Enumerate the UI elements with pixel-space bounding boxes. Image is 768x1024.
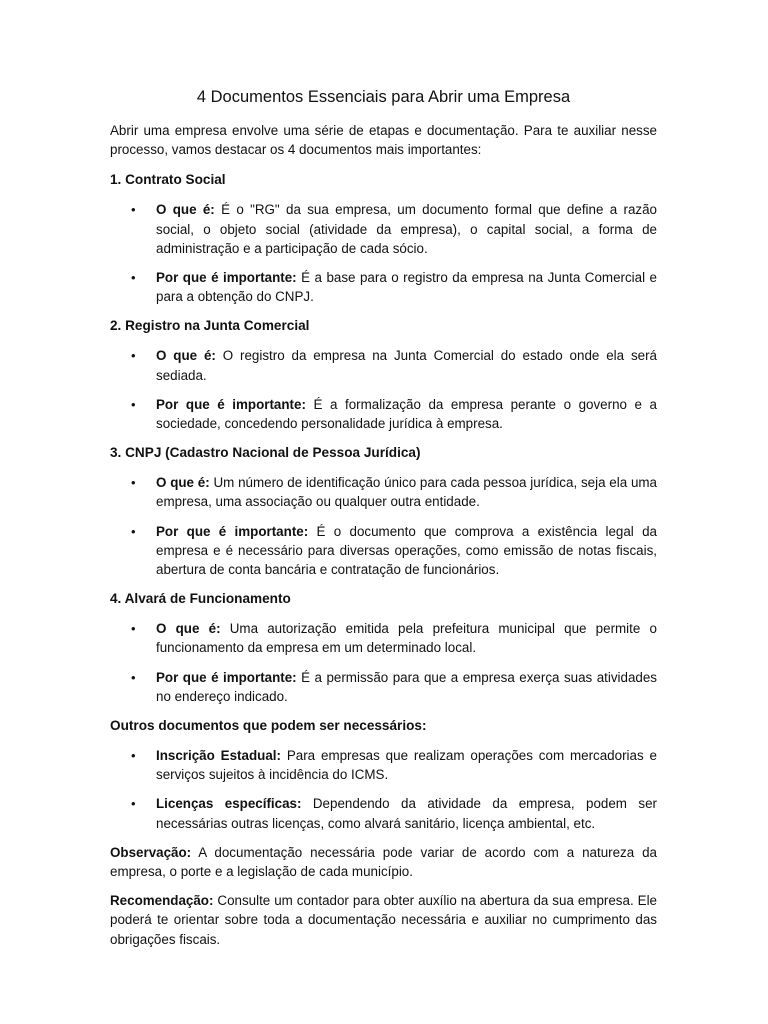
item-text: É a base para o registro da empresa na Junta Comercial e para a obtenção do CNPJ. <box>156 270 658 305</box>
recommendation-paragraph <box>110 891 657 949</box>
recommendation-text: Consulte um contador para obter auxílio na abertura da sua empresa. Ele poderá te orientar sobre toda a documentação necessária e auxiliar no cumprimento das obrigações fiscais. <box>110 893 657 947</box>
sections-container <box>110 170 657 832</box>
list-item <box>110 200 657 258</box>
item-label: Por que é importante: <box>156 523 309 539</box>
section-heading: 3. CNPJ (Cadastro Nacional de Pessoa Jurídica) <box>110 445 421 461</box>
item-label: O que é: <box>156 475 210 491</box>
item-text: Para empresas que realizam operações com mercadorias e serviços sujeitos à incidência do ICMS. <box>156 748 657 783</box>
item-label: Inscrição Estadual: <box>156 748 281 764</box>
item-text: Um número de identificação único para cada pessoa jurídica, seja ela uma empresa, uma associação ou qualquer outra entidade. <box>156 475 657 510</box>
bullet-list <box>110 346 657 433</box>
bullet-icon: • <box>131 396 136 412</box>
intro-paragraph: Abrir uma empresa envolve uma série de etapas e documentação. Para te auxiliar nesse processo, vamos destacar os 4 documentos mais importantes: <box>110 123 657 158</box>
list-item <box>110 522 657 580</box>
item-label: O que é: <box>156 621 221 637</box>
bullet-icon: • <box>131 202 136 218</box>
item-label: Por que é importante: <box>156 669 297 685</box>
bullet-icon: • <box>131 475 136 491</box>
observation-paragraph <box>110 843 657 881</box>
item-text: É o documento que comprova a existência legal da empresa e é necessário para diversas operações, como emissão de notas fiscais, abertura de conta bancária e contratação de funcionários. <box>156 523 657 578</box>
list-item <box>110 268 657 306</box>
document-title: 4 Documentos Essenciais para Abrir uma Empresa <box>196 88 571 106</box>
item-text: É a permissão para que a empresa exerça suas atividades no endereço indicado. <box>156 669 658 704</box>
section-heading: Outros documentos que podem ser necessários: <box>110 718 427 734</box>
section-heading: 4. Alvará de Funcionamento <box>110 591 291 607</box>
observation-label: Observação: <box>110 844 192 860</box>
bullet-icon: • <box>131 748 136 764</box>
list-item <box>110 346 657 384</box>
section-heading: 2. Registro na Junta Comercial <box>110 318 310 334</box>
item-text: É o "RG" da sua empresa, um documento formal que define a razão social, o objeto social (atividade da empresa), o capital social, a forma de administração e a participação de cada sócio. <box>156 202 657 256</box>
bullet-list <box>110 473 657 579</box>
item-text: O registro da empresa na Junta Comercial do estado onde ela será sediada. <box>156 348 657 383</box>
list-item <box>110 395 657 433</box>
list-item <box>110 668 657 706</box>
bullet-icon: • <box>131 669 136 685</box>
bullet-icon: • <box>131 270 136 286</box>
bullet-icon: • <box>131 796 136 812</box>
section-heading: 1. Contrato Social <box>110 172 226 188</box>
observation-text: A documentação necessária pode variar de acordo com a natureza da empresa, o porte e a legislação de cada município. <box>110 844 657 880</box>
item-label: Licenças específicas: <box>156 796 302 812</box>
bullet-icon: • <box>131 523 136 539</box>
bullet-list <box>110 200 657 306</box>
item-label: Por que é importante: <box>156 396 306 412</box>
item-text: É a formalização da empresa perante o governo e a sociedade, concedendo personalidade jurídica à empresa. <box>156 396 657 432</box>
bullet-list <box>110 746 657 833</box>
item-label: O que é: <box>156 348 216 364</box>
list-item <box>110 746 657 784</box>
bullet-list <box>110 619 657 706</box>
bullet-icon: • <box>131 348 136 364</box>
list-item <box>110 619 657 657</box>
list-item <box>110 473 657 511</box>
bullet-icon: • <box>131 621 136 637</box>
item-text: Dependendo da atividade da empresa, podem ser necessárias outras licenças, como alvará sanitário, licença ambiental, etc. <box>156 796 657 831</box>
item-label: Por que é importante: <box>156 270 297 286</box>
item-text: Uma autorização emitida pela prefeitura municipal que permite o funcionamento da empresa em um determinado local. <box>156 621 657 656</box>
recommendation-label: Recomendação: <box>110 893 214 909</box>
list-item <box>110 794 657 832</box>
item-label: O que é: <box>156 202 215 218</box>
